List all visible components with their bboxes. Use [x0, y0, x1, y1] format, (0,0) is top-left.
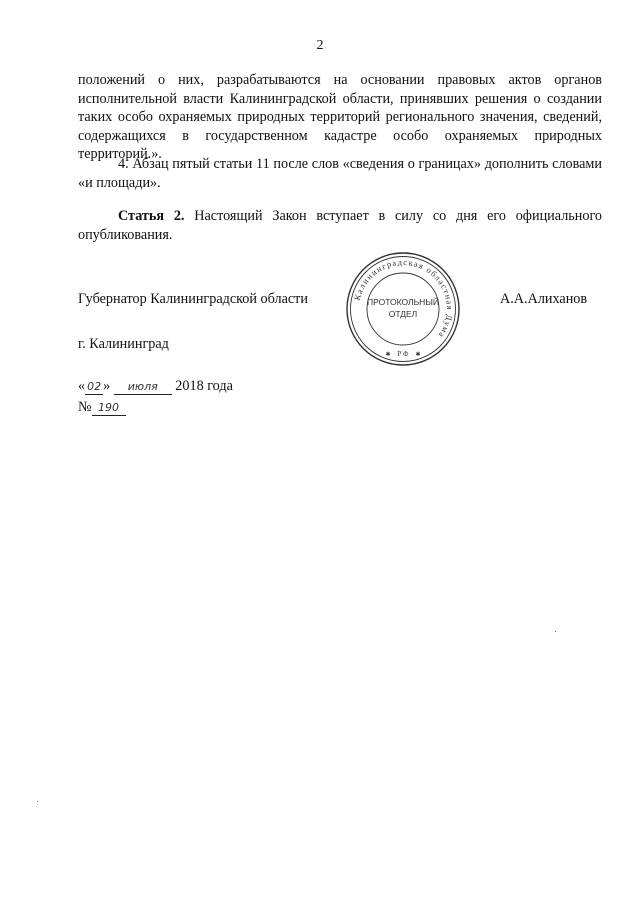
stamp-star-right-icon: ✱ [415, 352, 421, 358]
stamp-ring-text: Калининградская областная Дума [351, 256, 456, 341]
stamp-center-line1: ПРОТОКОЛЬНЫЙ [367, 297, 439, 307]
document-number [78, 399, 126, 416]
date-month: июля [114, 380, 172, 395]
signatory-name: А.А.Алиханов [500, 291, 588, 307]
date-close-quote: » [103, 378, 111, 394]
article-text: Настоящий Закон вступает в силу со дня его официального опубликования. [78, 208, 602, 243]
date-year: 2018 года [175, 378, 233, 394]
official-stamp [344, 250, 462, 368]
scan-speck [555, 631, 556, 632]
number-value: 190 [92, 401, 126, 416]
date-open-quote: « [78, 378, 86, 394]
page-number: 2 [316, 38, 324, 53]
number-prefix: № [78, 399, 92, 415]
city: г. Калининград [78, 336, 169, 352]
stamp-bottom-text: Р Ф [397, 350, 409, 358]
stamp-star-left-icon: ✱ [385, 352, 391, 358]
date-day: 02 [87, 380, 102, 393]
paragraph-continuation: положений о них, разрабатываются на основании правовых актов органов исполнительной власти Калининградской области, принявших решения о создании таких особо охраняемых природных территорий регионального значения, сведений, содержащихся в государственном кадастре особо охраняемых природных территорий.». [78, 72, 602, 163]
article-label: Статья 2. [118, 208, 185, 224]
scan-speck [37, 801, 38, 802]
stamp-center-line2: ОТДЕЛ [388, 309, 418, 319]
paragraph-article-2 [78, 207, 602, 244]
paragraph-item-4: 4. Абзац пятый статьи 11 после слов «сведения о границах» дополнить словами «и площади». [78, 156, 602, 191]
signing-date [78, 378, 233, 395]
signatory-title: Губернатор Калининградской области [78, 291, 308, 307]
